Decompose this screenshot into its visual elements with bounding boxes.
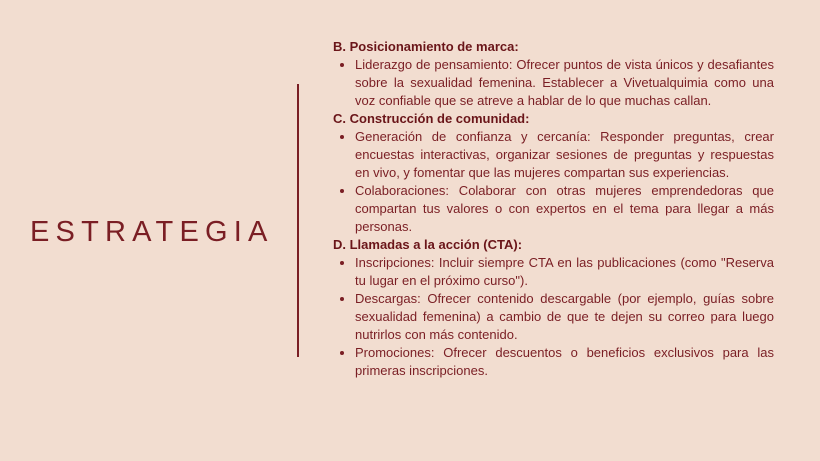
list-item: • Generación de confianza y cercanía: Responder preguntas, crear encuestas interactivas, organizar sesiones de preguntas y respuestas en vivo, y fomentar que las mujeres compartan sus experiencias. <box>355 128 774 182</box>
list-item: • Promociones: Ofrecer descuentos o beneficios exclusivos para las primeras inscripciones. <box>355 344 774 380</box>
section-calls-to-action <box>333 236 774 380</box>
list-item: • Descargas: Ofrecer contenido descargable (por ejemplo, guías sobre sexualidad femenina) a cambio de que te dejen su correo para luego nutrirlos con más contenido. <box>355 290 774 344</box>
section-heading: B. Posicionamiento de marca: <box>333 39 519 54</box>
strategy-content <box>333 38 774 380</box>
section-community-building <box>333 110 774 236</box>
section-heading: D. Llamadas a la acción (CTA): <box>333 237 523 252</box>
bullet-list <box>333 128 774 236</box>
slide-title: ESTRATEGIA <box>30 216 274 248</box>
section-heading: C. Construcción de comunidad: <box>333 111 530 126</box>
list-item: • Liderazgo de pensamiento: Ofrecer puntos de vista únicos y desafiantes sobre la sexualidad femenina. Establecer a Vivetualquimia como una voz confiable que se atreve a hablar de lo que muchas callan. <box>355 56 774 110</box>
list-item: • Inscripciones: Incluir siempre CTA en las publicaciones (como "Reserva tu lugar en el próximo curso"). <box>355 254 774 290</box>
bullet-list <box>333 254 774 380</box>
vertical-divider <box>297 84 299 357</box>
section-brand-positioning <box>333 38 774 110</box>
bullet-list <box>333 56 774 110</box>
list-item: • Colaboraciones: Colaborar con otras mujeres emprendedoras que compartan tus valores o con expertos en el tema para llegar a más personas. <box>355 182 774 236</box>
